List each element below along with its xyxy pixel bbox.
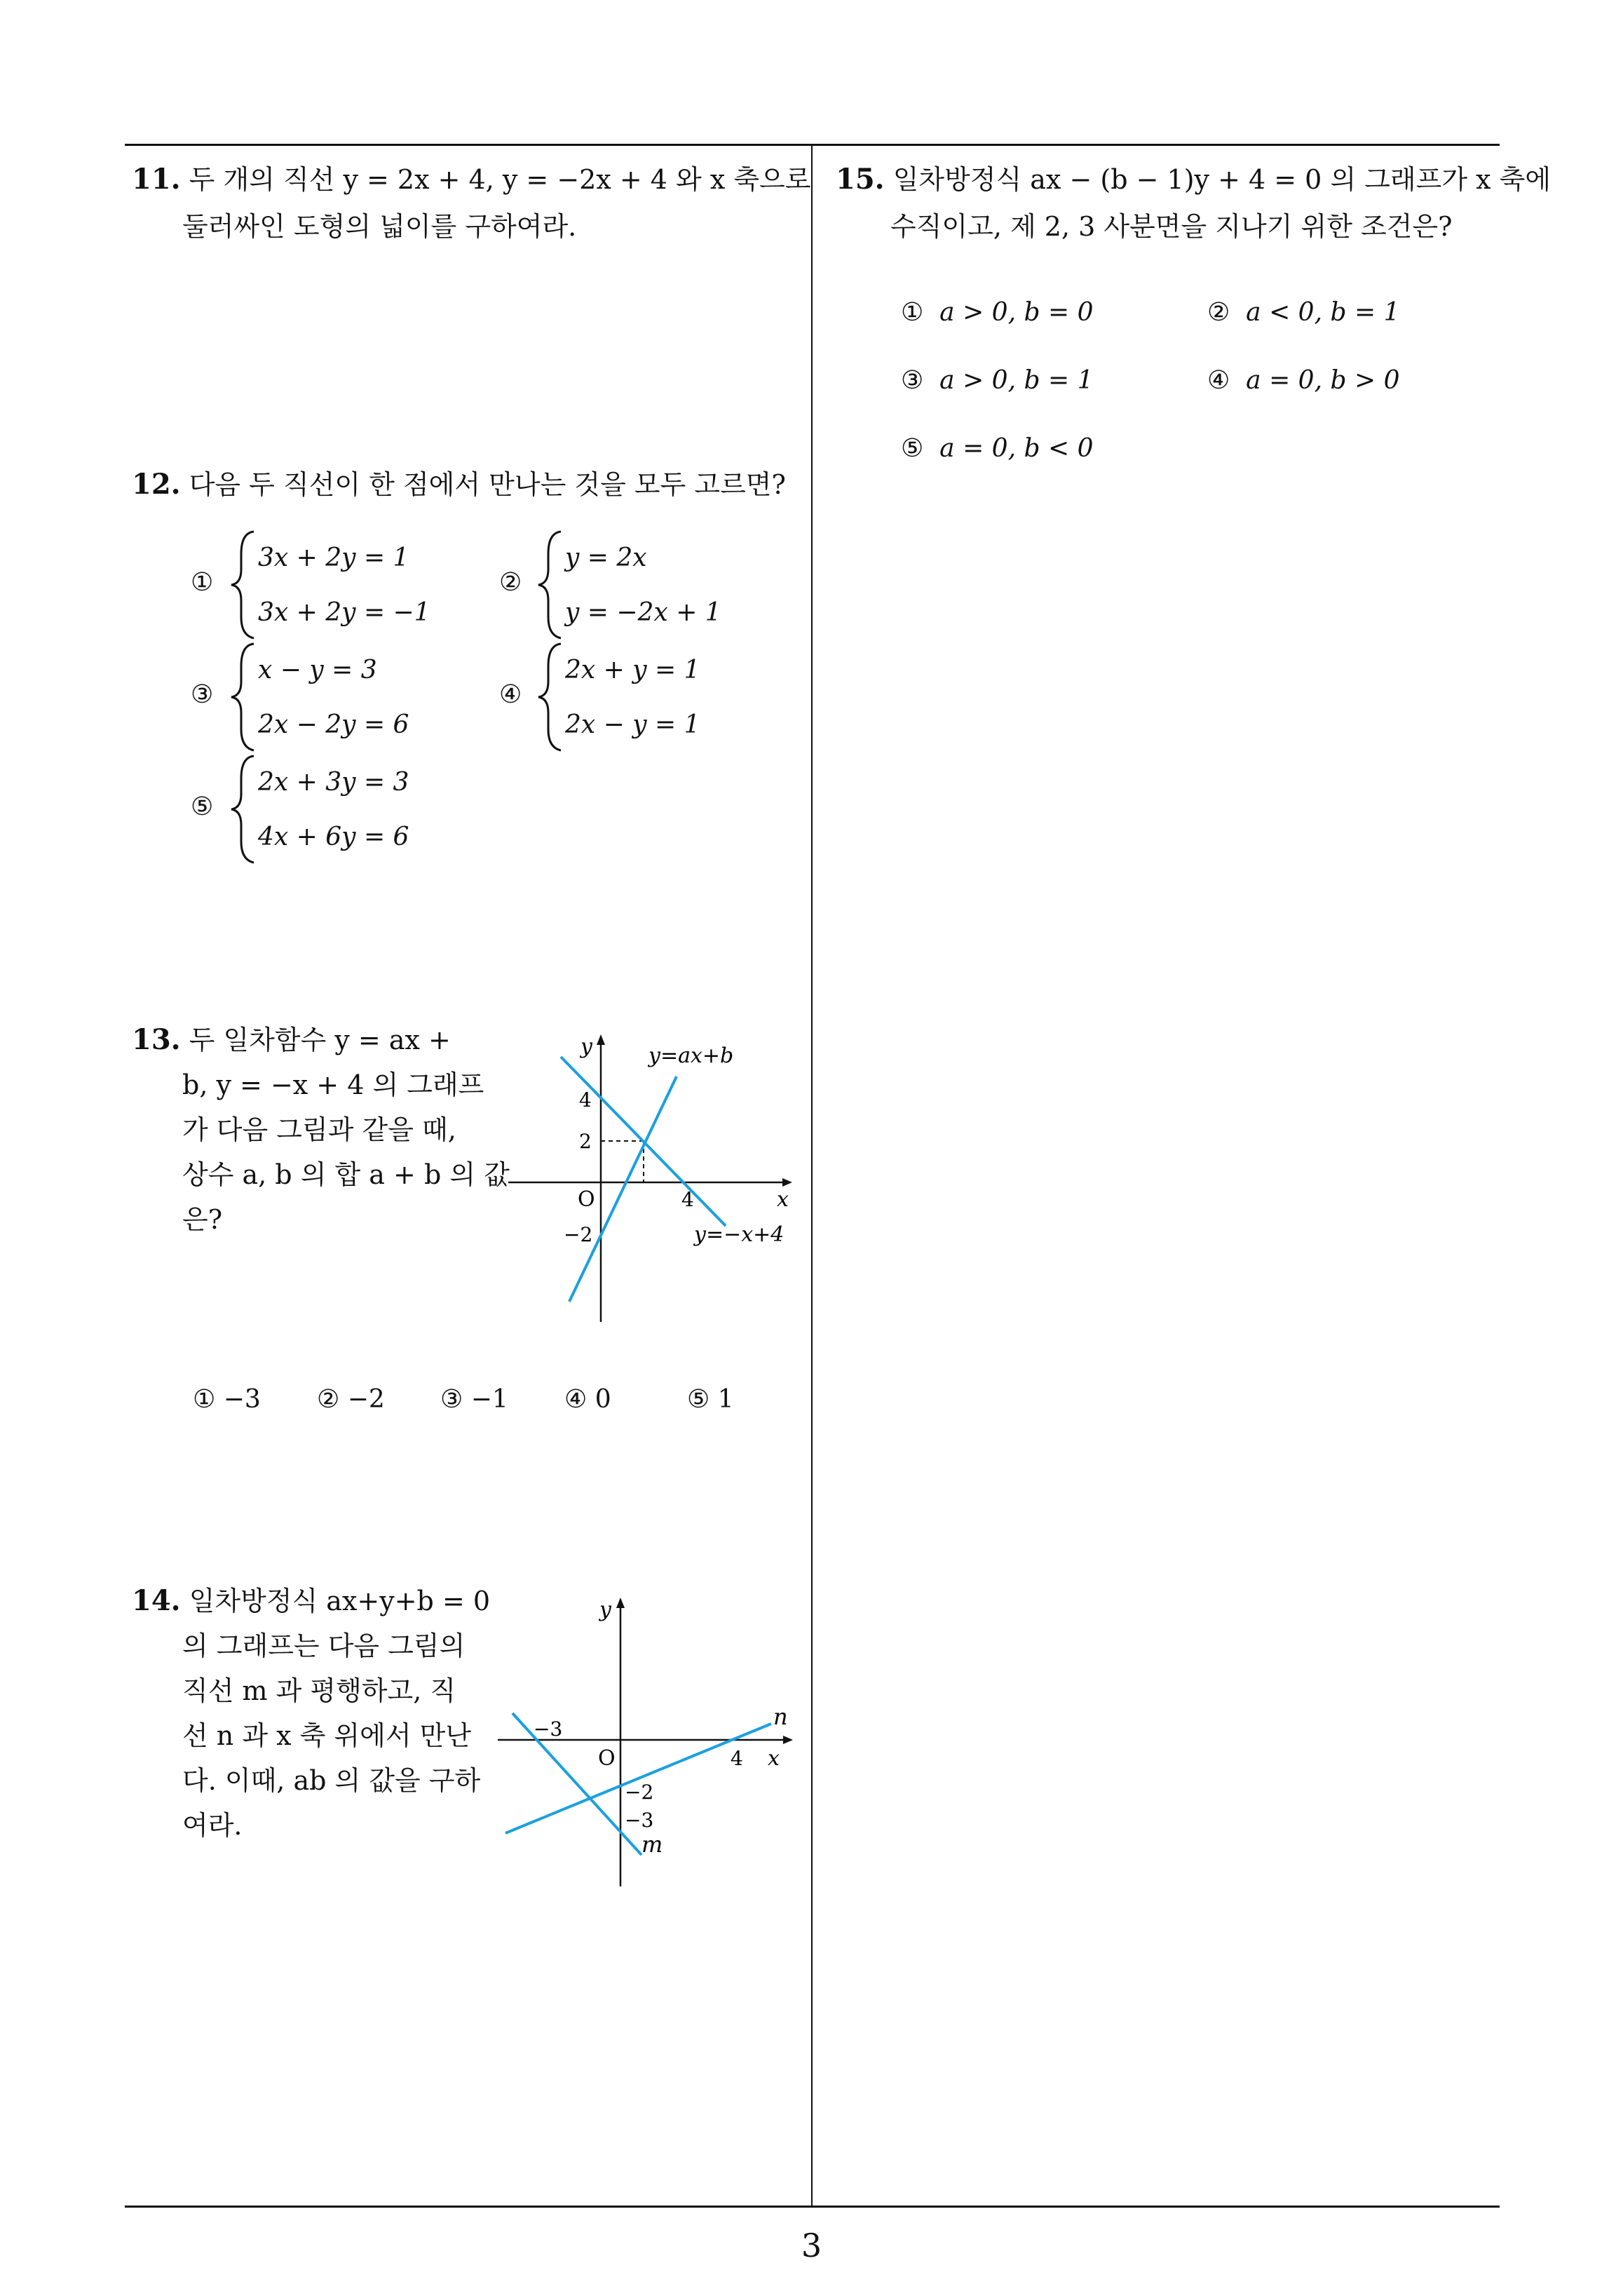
q12-choice-3-mark[interactable]: ③ xyxy=(191,680,214,709)
q15-choice-3-mark: ③ xyxy=(901,366,924,395)
q13-choice-1-value: −3 xyxy=(223,1385,261,1414)
q13-x-arrow xyxy=(782,1178,792,1187)
q15-number: 15. xyxy=(836,163,885,196)
q15-choice-4-text: a = 0, b > 0 xyxy=(1246,366,1400,395)
q14-graph xyxy=(494,1588,803,1897)
brace-1 xyxy=(231,532,254,638)
q12-choice-1-eq2: 3x + 2y = −1 xyxy=(258,598,430,627)
q13-choice-1-mark: ① xyxy=(193,1385,216,1414)
q15-choice-2-text: a < 0, b = 1 xyxy=(1246,298,1400,327)
q12-choice-4-eq2: 2x − y = 1 xyxy=(565,710,700,739)
q12-number: 12. xyxy=(132,468,181,501)
q12-choice-5-mark[interactable]: ⑤ xyxy=(191,792,214,821)
q15-choice-1-mark: ① xyxy=(901,298,924,327)
q13-choice-4-value: 0 xyxy=(595,1385,611,1414)
q15-line1 xyxy=(836,158,1551,201)
q12-choice-2-eq1: y = 2x xyxy=(565,543,647,572)
q15-choice-2[interactable] xyxy=(1207,298,1399,327)
bottom-rule xyxy=(125,2206,1500,2208)
q12-choice-2-mark[interactable]: ② xyxy=(499,568,522,597)
q13-choice-3[interactable] xyxy=(440,1385,508,1414)
q13-tick-4x: 4 xyxy=(681,1188,694,1211)
q12-choice-4-eq1: 2x + y = 1 xyxy=(565,656,700,684)
q12-choice-3-eq2: 2x − 2y = 6 xyxy=(258,710,409,739)
page-number: 3 xyxy=(801,2227,822,2264)
q15-choice-5-text: a = 0, b < 0 xyxy=(939,434,1094,463)
brace-4 xyxy=(538,644,561,750)
q13-line1-label: y=ax+b xyxy=(648,1044,734,1068)
q14-line1 xyxy=(132,1579,490,1623)
q13-y-arrow xyxy=(597,1034,605,1045)
q13-text-1: 두 일차함수 y = ax + xyxy=(189,1025,451,1055)
q12-choice-1-mark[interactable]: ① xyxy=(191,568,214,597)
q13-line2-label: y=−x+4 xyxy=(694,1222,785,1247)
q14-tick-neg3x: −3 xyxy=(534,1717,563,1741)
q14-line5: 다. 이때, ab 의 값을 구하 xyxy=(182,1765,481,1796)
q13-choice-5[interactable] xyxy=(687,1385,734,1414)
q11-line1 xyxy=(132,158,810,201)
q14-y-arrow xyxy=(616,1598,625,1608)
q13-line3: 가 다음 그림과 같을 때, xyxy=(182,1114,456,1145)
q13-choice-2-mark: ② xyxy=(317,1385,340,1414)
q13-origin: O xyxy=(578,1187,595,1212)
q12-choice-1-eq1: 3x + 2y = 1 xyxy=(258,543,409,572)
q15-choice-1-text: a > 0, b = 0 xyxy=(939,298,1094,327)
q14-origin: O xyxy=(598,1746,616,1771)
q12-choice-5-eq1: 2x + 3y = 3 xyxy=(258,768,409,797)
q14-text-1: 일차방정식 ax+y+b = 0 xyxy=(189,1586,491,1616)
q11-number: 11. xyxy=(132,163,181,196)
q15-choice-5-mark: ⑤ xyxy=(901,434,924,463)
q14-line-n-label: n xyxy=(773,1703,788,1730)
q15-choice-1[interactable] xyxy=(901,298,1093,327)
q12-stem: 다음 두 직선이 한 점에서 만나는 것을 모두 고르면? xyxy=(189,469,786,500)
q12-stem-line xyxy=(132,463,786,506)
q13-tick-2y: 2 xyxy=(579,1130,592,1153)
q14-tick-4x: 4 xyxy=(731,1747,743,1770)
q15-choice-3[interactable] xyxy=(901,366,1093,395)
q12-choice-3-eq1: x − y = 3 xyxy=(258,656,377,684)
q14-line6: 여라. xyxy=(182,1810,243,1841)
q11-line2: 둘러싸인 도형의 넓이를 구하여라. xyxy=(182,211,577,242)
q15-choice-5[interactable] xyxy=(901,434,1093,463)
q13-line1 xyxy=(132,1018,451,1062)
q12-choice-2-eq2: y = −2x + 1 xyxy=(565,598,721,627)
q13-choice-4-mark: ④ xyxy=(564,1385,588,1414)
q13-choice-3-value: −1 xyxy=(470,1385,508,1414)
q13-tick-neg2y: −2 xyxy=(564,1223,593,1246)
q14-tick-neg3y: −3 xyxy=(625,1809,654,1832)
q13-line4: 상수 a, b 의 합 a + b 의 값 xyxy=(182,1159,510,1190)
q14-line2: 의 그래프는 다음 그림의 xyxy=(182,1630,466,1661)
q11-text-1: 두 개의 직선 y = 2x + 4, y = −2x + 4 와 x 축으로 xyxy=(189,164,811,195)
q14-line-m-label: m xyxy=(641,1831,663,1858)
q13-graph xyxy=(505,1031,799,1325)
column-divider xyxy=(811,145,813,2207)
q13-tick-4y: 4 xyxy=(579,1088,592,1112)
q13-choice-2-value: −2 xyxy=(347,1385,385,1414)
brace-2 xyxy=(538,532,561,638)
q13-x-label: x xyxy=(777,1187,789,1212)
q15-line2: 수직이고, 제 2, 3 사분면을 지나기 위한 조건은? xyxy=(890,211,1453,242)
q13-choice-2[interactable] xyxy=(317,1385,385,1414)
q15-choice-4-mark: ④ xyxy=(1207,366,1230,395)
q14-y-label: y xyxy=(599,1598,611,1622)
q13-choice-3-mark: ③ xyxy=(440,1385,463,1414)
q14-x-label: x xyxy=(768,1746,780,1771)
q13-choice-5-mark: ⑤ xyxy=(687,1385,710,1414)
q15-text-1: 일차방정식 ax − (b − 1)y + 4 = 0 의 그래프가 x 축에 xyxy=(892,164,1551,195)
q15-choice-2-mark: ② xyxy=(1207,298,1230,327)
brace-5 xyxy=(231,756,254,863)
q14-line3: 직선 m 과 평행하고, 직 xyxy=(182,1675,456,1706)
brace-3 xyxy=(231,644,254,750)
q14-x-arrow xyxy=(783,1736,793,1744)
q13-line5: 은? xyxy=(182,1204,223,1235)
q14-line4: 선 n 과 x 축 위에서 만난 xyxy=(182,1720,472,1751)
q13-number: 13. xyxy=(132,1023,181,1056)
q14-tick-neg2y: −2 xyxy=(625,1781,654,1804)
q13-choice-5-value: 1 xyxy=(717,1385,734,1414)
q13-choice-4[interactable] xyxy=(564,1385,611,1414)
q12-choice-5-eq2: 4x + 6y = 6 xyxy=(258,823,409,851)
q15-choice-4[interactable] xyxy=(1207,366,1399,395)
q13-y-label: y xyxy=(580,1034,592,1059)
q14-number: 14. xyxy=(132,1584,181,1617)
q15-choice-3-text: a > 0, b = 1 xyxy=(939,366,1094,395)
q13-line2: b, y = −x + 4 의 그래프 xyxy=(182,1069,484,1100)
q12-choice-4-mark[interactable]: ④ xyxy=(499,680,522,709)
q13-choice-1[interactable] xyxy=(193,1385,261,1414)
